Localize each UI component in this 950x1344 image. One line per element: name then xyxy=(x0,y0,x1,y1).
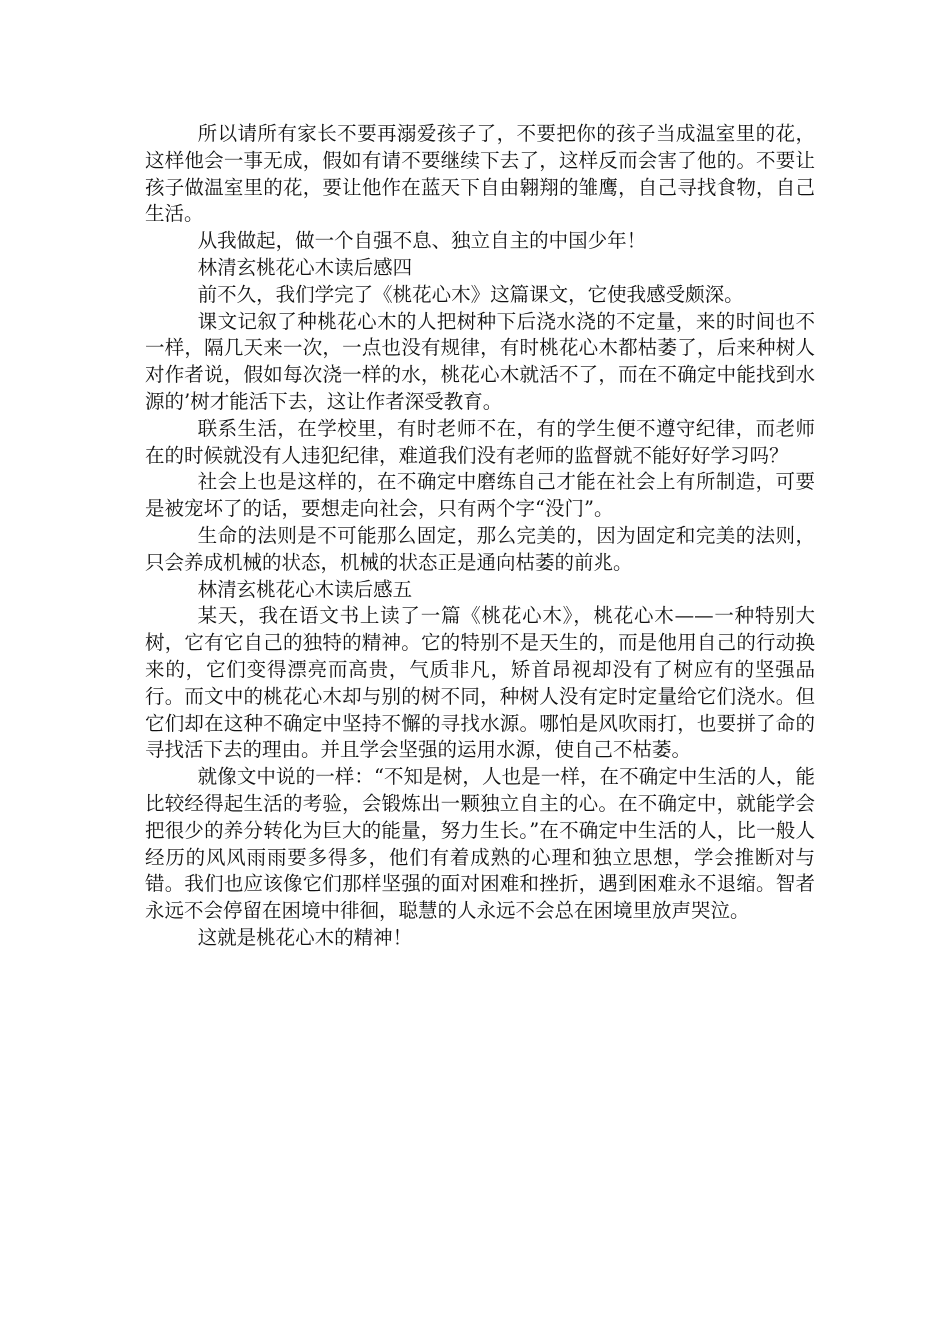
paragraph: 所以请所有家长不要再溺爱孩子了，不要把你的孩子当成温室里的花，这样他会一事无成，假如有请不要继续下去了，这样反而会害了他的。不要让孩子做温室里的花，要让他作在蓝天下自由翱翔的雏鹰，自己寻找食物，自己生活。 xyxy=(145,122,815,226)
document-body xyxy=(145,121,815,952)
paragraph: 联系生活，在学校里，有时老师不在，有的学生便不遵守纪律，而老师在的时候就没有人违犯纪律，难道我们没有老师的监督就不能好好学习吗？ xyxy=(145,416,815,467)
paragraph: 课文记叙了种桃花心木的人把树种下后浇水浇的不定量，来的时间也不一样，隔几天来一次，一点也没有规律，有时桃花心木都枯萎了，后来种树人对作者说，假如每次浇一样的水，桃花心木就活不了，而在不确定中能找到水源的’树才能活下去，这让作者深受教育。 xyxy=(145,309,815,413)
paragraph: 这就是桃花心木的精神！ xyxy=(197,925,413,949)
paragraph: 社会上也是这样的，在不确定中磨练自己才能在社会上有所制造，可要是被宠坏了的话，要想走向社会，只有两个字“没门”。 xyxy=(145,470,815,521)
paragraph: 生命的法则是不可能那么固定，那么完美的，因为固定和完美的法则，只会养成机械的状态，机械的状态正是通向枯萎的前兆。 xyxy=(145,523,815,574)
paragraph: 就像文中说的一样：“不知是树，人也是一样，在不确定中生活的人，能比较经得起生活的考验，会锻炼出一颗独立自主的心。在不确定中，就能学会把很少的养分转化为巨大的能量，努力生长。”在不确定中生活的人，比一般人经历的风风雨雨要多得多，他们有着成熟的心理和独立思想，学会推断对与错。我们也应该像它们那样坚强的面对困难和挫折，遇到困难永不退缩。智者永远不会停留在困境中徘徊，聪慧的人永远不会总在困境里放声哭泣。 xyxy=(145,765,815,923)
section-heading: 林清玄桃花心木读后感五 xyxy=(197,577,413,601)
paragraph: 某天，我在语文书上读了一篇《桃花心木》，桃花心木——一种特别大树，它有它自己的独特的精神。它的特别不是天生的，而是他用自己的行动换来的，它们变得漂亮而高贵，气质非凡，矫首昂视却没有了树应有的坚强品行。而文中的桃花心木却与别的树不同，种树人没有定时定量给它们浇水。但它们却在这种不确定中坚持不懈的寻找水源。哪怕是风吹雨打，也要拼了命的寻找活下去的理由。并且学会坚强的运用水源，使自己不枯萎。 xyxy=(145,604,815,762)
paragraph: 前不久，我们学完了《桃花心木》这篇课文，它使我感受颇深。 xyxy=(197,282,744,306)
section-heading: 林清玄桃花心木读后感四 xyxy=(197,255,413,279)
paragraph: 从我做起，做一个自强不息、独立自主的中国少年！ xyxy=(197,229,647,253)
